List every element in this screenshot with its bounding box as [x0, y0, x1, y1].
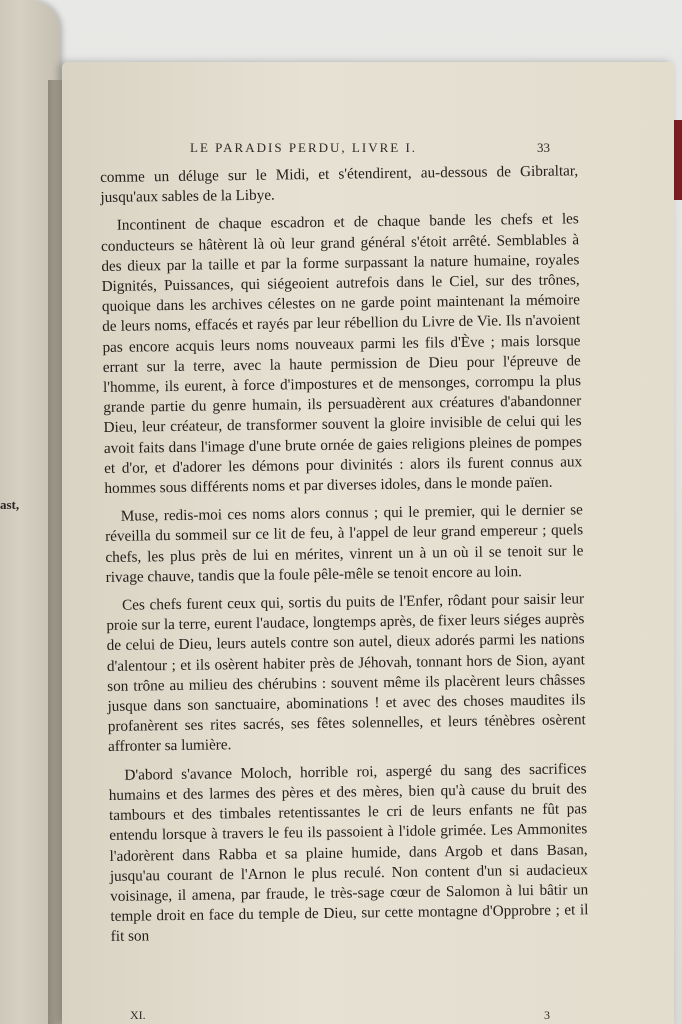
paragraph: comme un déluge sur le Midi, et s'étendirent, au-dessous de Gibraltar, jusqu'aux sables de la Libye.: [100, 162, 579, 207]
sheet-number: 3: [544, 1008, 550, 1022]
signature-mark: XI.: [130, 1008, 146, 1022]
page-number: 33: [537, 140, 550, 155]
running-header: [190, 140, 550, 156]
paragraph: Incontinent de chaque escadron et de chaque bande les chefs et les conducteurs se hâtèrent là où leur grand général s'étoit arrêté. Semblables à des dieux par la taille et par la forme surpassant la nature humaine, royales Dignités, Puissances, qui siégeoient autrefois dans le Ciel, sur des trônes, quoique dans les archives célestes on ne garde point maintenant la mémoire de leurs noms, effacés et rayés par leur rébellion du Livre de Vie. Ils n'avoient pas encore acquis leurs noms nouveaux parmi les fils d'Ève ; mais lorsque errant sur la terre, avec la haute permission de Dieu pour l'épreuve de l'homme, ils eurent, à force d'impostures et de mensonges, corrompu la plus grande partie du genre humain, ils persuadèrent aux créatures d'abandonner Dieu, leur créateur, de transformer souvent la gloire invisible de celui qui les avoit faits dans l'image d'une brute ornée de gaies religions pleines de pompes et d'or, et d'adorer les démons pour divinités : alors ils furent connus aux hommes sous différents noms et par diverses idoles, dans le monde païen.: [100, 210, 583, 498]
running-title: LE PARADIS PERDU, LIVRE I.: [190, 140, 418, 155]
paragraph: Muse, redis-moi ces noms alors connus ; qui le premier, qui le dernier se réveilla du sommeil sur ce lit de feu, à l'appel de leur grand empereur ; quels chefs, les plus près de lui en mérites, vinrent un à un où il se tenoit sur le rivage chauve, tandis que la foule pêle-mêle se tenoit encore au loin.: [105, 501, 584, 586]
paragraph: Ces chefs furent ceux qui, sortis du puits de l'Enfer, rôdant pour saisir leur proie sur la terre, eurent l'audace, longtemps après, de fixer leurs siéges auprès de celui de Dieu, leurs autels contre son autel, dieux adorés parmi les nations d'alentour ; et ils osèrent habiter près de Jéhovah, tonnant hors de Sion, ayant son trône au milieu des chérubins : souvent même ils placèrent leurs châsses jusque dans son sanctuaire, abominations ! et avec des choses maudites ils profanèrent ses rites sacrés, ses fêtes solennelles, et leurs ténèbres osèrent affronter sa lumière.: [106, 590, 586, 756]
left-page-text-fragment: ast,: [0, 497, 20, 512]
paragraph: D'abord s'avance Moloch, horrible roi, aspergé du sang des sacrifices humains et des larmes des pères et des mères, bien qu'à cause du bruit des tambours et des timbales retentissantes le cri de leurs enfants ne fût pas entendu lorsque à travers le feu ils passoient à l'idole grimée. Les Ammonites l'adorèrent dans Rabba et sa plaine humide, dans Argob et dans Basan, jusqu'au courant de l'Arnon le plus reculé. Non content d'un si audacieux voisinage, il amena, par fraude, le très-sage cœur de Salomon à lui bâtir un temple droit en face du temple de Dieu, sur cette montagne d'Opprobre ; et il fit son: [108, 759, 589, 946]
book-edge: [674, 120, 682, 200]
body-text: [100, 161, 589, 955]
